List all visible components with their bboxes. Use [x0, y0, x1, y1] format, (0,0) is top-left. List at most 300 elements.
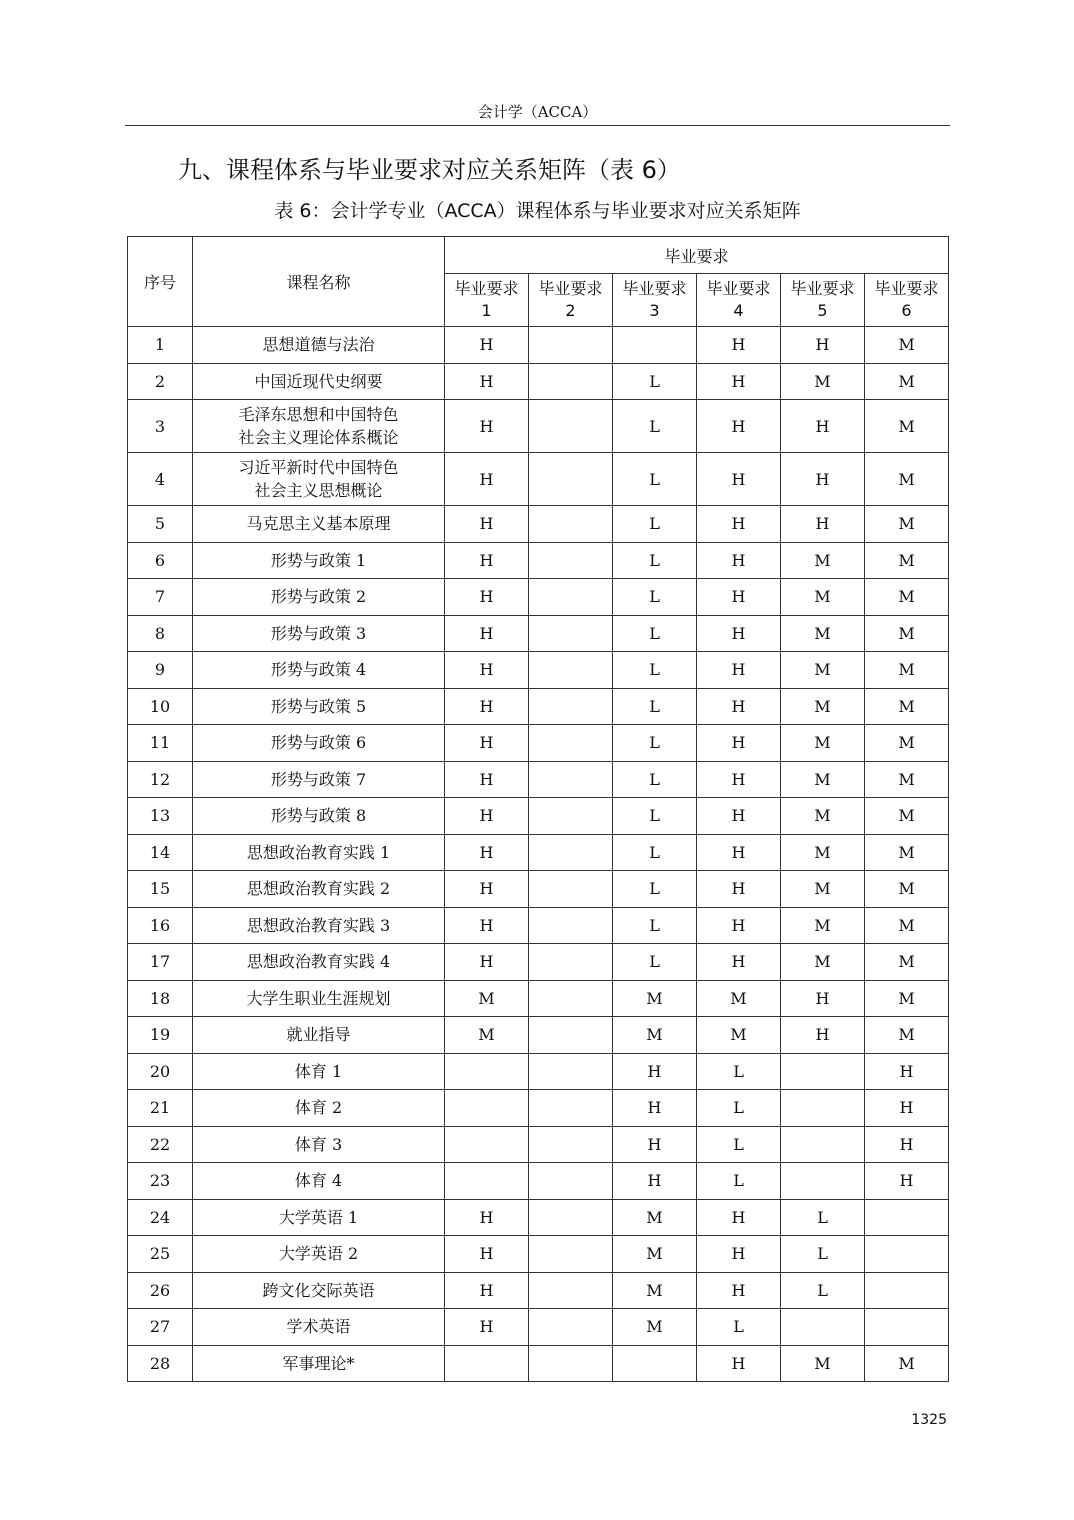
cell-requirement-2 [529, 327, 613, 364]
course-name-line: 体育 4 [294, 1171, 343, 1191]
cell-requirement-6: M [865, 871, 949, 908]
cell-requirement-4: H [697, 688, 781, 725]
requirement-number: 2 [565, 301, 576, 320]
cell-requirement-3: L [613, 615, 697, 652]
requirement-label: 毕业要求 [874, 279, 939, 298]
cell-requirement-2 [529, 1126, 613, 1163]
table-row [128, 363, 949, 400]
cell-course-name [193, 1236, 445, 1273]
requirements-matrix-table [127, 236, 949, 1382]
cell-requirement-4: L [697, 1309, 781, 1346]
cell-requirement-1: H [445, 907, 529, 944]
cell-requirement-4: H [697, 506, 781, 543]
cell-requirement-5: M [781, 834, 865, 871]
course-name-line: 马克思主义基本原理 [246, 514, 391, 534]
cell-requirement-6 [865, 1272, 949, 1309]
course-name-line: 军事理论* [282, 1353, 355, 1373]
course-name-line: 形势与政策 5 [270, 696, 367, 716]
cell-requirement-6: M [865, 453, 949, 506]
cell-requirement-6: H [865, 1053, 949, 1090]
header-requirement-4 [697, 274, 781, 327]
cell-requirement-3: L [613, 579, 697, 616]
cell-requirement-2 [529, 579, 613, 616]
cell-requirement-6: M [865, 761, 949, 798]
cell-requirement-3: L [613, 944, 697, 981]
cell-requirement-4: H [697, 615, 781, 652]
cell-requirement-3: L [613, 798, 697, 835]
table-row [128, 579, 949, 616]
cell-requirement-5: H [781, 400, 865, 453]
cell-requirement-5: M [781, 944, 865, 981]
section-title: 九、课程体系与毕业要求对应关系矩阵（表 6） [178, 156, 681, 184]
course-name-line: 大学生职业生涯规划 [246, 988, 391, 1008]
cell-requirement-6: M [865, 579, 949, 616]
cell-requirement-1 [445, 1345, 529, 1382]
cell-requirement-5: H [781, 1017, 865, 1054]
cell-course-name [193, 1053, 445, 1090]
cell-course-name [193, 363, 445, 400]
cell-requirement-5: M [781, 542, 865, 579]
cell-requirement-5: H [781, 506, 865, 543]
table-row [128, 907, 949, 944]
cell-requirement-1 [445, 1090, 529, 1127]
cell-requirement-1: H [445, 363, 529, 400]
cell-requirement-2 [529, 652, 613, 689]
cell-requirement-2 [529, 798, 613, 835]
cell-requirement-4: L [697, 1053, 781, 1090]
table-row [128, 1199, 949, 1236]
header-requirement-2 [529, 274, 613, 327]
table-row [128, 1090, 949, 1127]
cell-requirement-2 [529, 1163, 613, 1200]
cell-seq: 2 [128, 363, 193, 400]
table-row [128, 506, 949, 543]
cell-requirement-1 [445, 1053, 529, 1090]
requirement-number: 5 [817, 301, 828, 320]
cell-requirement-3: L [613, 871, 697, 908]
cell-requirement-1: M [445, 980, 529, 1017]
cell-requirement-5: L [781, 1236, 865, 1273]
running-header: 会计学（ACCA） [477, 103, 598, 121]
table-caption: 表 6：会计学专业（ACCA）课程体系与毕业要求对应关系矩阵 [274, 200, 801, 222]
cell-requirement-3: L [613, 453, 697, 506]
cell-requirement-4: H [697, 400, 781, 453]
cell-requirement-5: M [781, 1345, 865, 1382]
cell-requirement-3: L [613, 834, 697, 871]
cell-requirement-1: H [445, 615, 529, 652]
course-name-line: 思想政治教育实践 4 [246, 952, 391, 972]
cell-requirement-3: H [613, 1090, 697, 1127]
cell-course-name [193, 579, 445, 616]
course-name-line: 形势与政策 8 [270, 806, 367, 826]
cell-requirement-2 [529, 980, 613, 1017]
cell-requirement-6: M [865, 980, 949, 1017]
cell-requirement-3: M [613, 1199, 697, 1236]
cell-seq: 1 [128, 327, 193, 364]
header-rule [125, 125, 950, 126]
cell-requirement-5: M [781, 363, 865, 400]
cell-seq: 23 [128, 1163, 193, 1200]
cell-course-name [193, 1309, 445, 1346]
cell-requirement-1 [445, 1126, 529, 1163]
cell-course-name [193, 980, 445, 1017]
table-row [128, 944, 949, 981]
course-name-line: 大学英语 1 [278, 1207, 359, 1227]
cell-seq: 19 [128, 1017, 193, 1054]
cell-requirement-2 [529, 944, 613, 981]
cell-requirement-5: M [781, 871, 865, 908]
cell-seq: 25 [128, 1236, 193, 1273]
cell-requirement-1: H [445, 871, 529, 908]
cell-requirement-6: M [865, 542, 949, 579]
cell-requirement-5: M [781, 761, 865, 798]
matrix-body [128, 327, 949, 1382]
cell-requirement-2 [529, 761, 613, 798]
cell-seq: 7 [128, 579, 193, 616]
cell-course-name [193, 542, 445, 579]
cell-requirement-4: H [697, 1199, 781, 1236]
course-name-line: 体育 2 [294, 1098, 343, 1118]
course-name-line: 思想政治教育实践 1 [246, 842, 391, 862]
cell-seq: 13 [128, 798, 193, 835]
cell-requirement-4: H [697, 871, 781, 908]
cell-requirement-4: H [697, 327, 781, 364]
cell-requirement-3: L [613, 652, 697, 689]
table-row [128, 453, 949, 506]
cell-requirement-6: M [865, 1345, 949, 1382]
cell-requirement-1: H [445, 579, 529, 616]
cell-seq: 14 [128, 834, 193, 871]
cell-requirement-2 [529, 907, 613, 944]
table-row [128, 834, 949, 871]
cell-requirement-5: M [781, 798, 865, 835]
cell-requirement-3: L [613, 363, 697, 400]
cell-course-name [193, 327, 445, 364]
table-row [128, 798, 949, 835]
cell-requirement-1: M [445, 1017, 529, 1054]
cell-course-name [193, 400, 445, 453]
cell-requirement-4: H [697, 363, 781, 400]
requirement-number: 1 [481, 301, 492, 320]
cell-requirement-6: M [865, 400, 949, 453]
header-requirement-5 [781, 274, 865, 327]
cell-seq: 8 [128, 615, 193, 652]
cell-requirement-1: H [445, 761, 529, 798]
table-row [128, 725, 949, 762]
cell-requirement-2 [529, 1199, 613, 1236]
cell-requirement-5: M [781, 725, 865, 762]
cell-requirement-6: H [865, 1163, 949, 1200]
cell-seq: 21 [128, 1090, 193, 1127]
requirement-label: 毕业要求 [538, 279, 603, 298]
header-seq: 序号 [128, 237, 193, 327]
cell-requirement-1: H [445, 944, 529, 981]
cell-seq: 20 [128, 1053, 193, 1090]
cell-requirement-5: M [781, 907, 865, 944]
cell-requirement-2 [529, 1309, 613, 1346]
cell-seq: 17 [128, 944, 193, 981]
course-name-line: 思想政治教育实践 3 [246, 915, 391, 935]
requirement-number: 6 [901, 301, 912, 320]
cell-course-name [193, 907, 445, 944]
cell-requirement-5 [781, 1126, 865, 1163]
cell-requirement-1: H [445, 834, 529, 871]
header-requirement-1 [445, 274, 529, 327]
cell-seq: 22 [128, 1126, 193, 1163]
table-row [128, 542, 949, 579]
table-row [128, 615, 949, 652]
course-name-line: 体育 1 [294, 1061, 343, 1081]
course-name-line: 中国近现代史纲要 [254, 371, 383, 391]
cell-seq: 4 [128, 453, 193, 506]
requirement-number: 3 [649, 301, 660, 320]
course-name-line: 体育 3 [294, 1134, 343, 1154]
cell-requirement-3: L [613, 725, 697, 762]
cell-requirement-3: M [613, 1017, 697, 1054]
course-name-line: 思想道德与法治 [262, 335, 375, 355]
cell-course-name [193, 871, 445, 908]
cell-requirement-6: M [865, 615, 949, 652]
cell-requirement-2 [529, 1053, 613, 1090]
cell-requirement-4: H [697, 652, 781, 689]
cell-requirement-5: H [781, 453, 865, 506]
cell-requirement-6: M [865, 725, 949, 762]
cell-requirement-3: H [613, 1163, 697, 1200]
cell-requirement-2 [529, 400, 613, 453]
cell-requirement-6: M [865, 327, 949, 364]
cell-requirement-6 [865, 1236, 949, 1273]
cell-requirement-6: M [865, 798, 949, 835]
table-row [128, 1017, 949, 1054]
cell-requirement-5 [781, 1309, 865, 1346]
requirement-label: 毕业要求 [454, 279, 519, 298]
course-name-line: 跨文化交际英语 [262, 1280, 375, 1300]
cell-requirement-2 [529, 834, 613, 871]
cell-requirement-3: H [613, 1126, 697, 1163]
cell-course-name [193, 944, 445, 981]
cell-seq: 18 [128, 980, 193, 1017]
cell-requirement-2 [529, 542, 613, 579]
cell-requirement-3 [613, 327, 697, 364]
cell-requirement-1: H [445, 1236, 529, 1273]
cell-seq: 6 [128, 542, 193, 579]
course-name-line: 习近平新时代中国特色 [238, 458, 399, 477]
cell-requirement-4: H [697, 1236, 781, 1273]
course-name-line: 形势与政策 2 [270, 587, 367, 607]
cell-requirement-6: M [865, 652, 949, 689]
cell-requirement-3: M [613, 980, 697, 1017]
cell-seq: 16 [128, 907, 193, 944]
table-row [128, 688, 949, 725]
cell-seq: 3 [128, 400, 193, 453]
cell-course-name [193, 1163, 445, 1200]
cell-requirement-6: M [865, 363, 949, 400]
cell-course-name [193, 506, 445, 543]
cell-requirement-6: M [865, 834, 949, 871]
requirement-number: 4 [733, 301, 744, 320]
table-row [128, 1126, 949, 1163]
cell-course-name [193, 798, 445, 835]
cell-requirement-6: M [865, 1017, 949, 1054]
cell-seq: 5 [128, 506, 193, 543]
cell-requirement-3: M [613, 1272, 697, 1309]
cell-course-name [193, 1345, 445, 1382]
cell-requirement-4: L [697, 1163, 781, 1200]
course-name-line: 大学英语 2 [278, 1244, 359, 1264]
cell-seq: 9 [128, 652, 193, 689]
cell-requirement-3: L [613, 688, 697, 725]
cell-requirement-5 [781, 1053, 865, 1090]
cell-requirement-2 [529, 363, 613, 400]
cell-requirement-3: L [613, 506, 697, 543]
cell-requirement-4: H [697, 1345, 781, 1382]
cell-requirement-2 [529, 1236, 613, 1273]
table-row [128, 761, 949, 798]
table-row [128, 871, 949, 908]
course-name-line: 毛泽东思想和中国特色 [238, 405, 399, 424]
cell-seq: 10 [128, 688, 193, 725]
cell-course-name [193, 1090, 445, 1127]
cell-requirement-4: H [697, 798, 781, 835]
cell-course-name [193, 834, 445, 871]
cell-requirement-4: H [697, 725, 781, 762]
table-row [128, 652, 949, 689]
header-requirement-6 [865, 274, 949, 327]
cell-requirement-5: H [781, 980, 865, 1017]
cell-requirement-3: M [613, 1309, 697, 1346]
cell-requirement-2 [529, 725, 613, 762]
cell-requirement-1: H [445, 542, 529, 579]
header-course-name: 课程名称 [193, 237, 445, 327]
cell-requirement-5: M [781, 652, 865, 689]
cell-requirement-6 [865, 1199, 949, 1236]
cell-seq: 15 [128, 871, 193, 908]
cell-requirement-1: H [445, 400, 529, 453]
cell-requirement-2 [529, 506, 613, 543]
cell-seq: 27 [128, 1309, 193, 1346]
cell-requirement-4: L [697, 1126, 781, 1163]
cell-course-name [193, 453, 445, 506]
requirement-label: 毕业要求 [790, 279, 855, 298]
cell-seq: 12 [128, 761, 193, 798]
table-row [128, 1345, 949, 1382]
cell-course-name [193, 1272, 445, 1309]
cell-requirement-5 [781, 1090, 865, 1127]
header-requirement-3 [613, 274, 697, 327]
cell-requirement-6: M [865, 944, 949, 981]
cell-course-name [193, 725, 445, 762]
cell-requirement-4: H [697, 907, 781, 944]
cell-requirement-1: H [445, 798, 529, 835]
table-row [128, 1236, 949, 1273]
cell-requirement-2 [529, 615, 613, 652]
cell-requirement-2 [529, 1345, 613, 1382]
cell-seq: 28 [128, 1345, 193, 1382]
cell-requirement-4: M [697, 1017, 781, 1054]
cell-requirement-1: H [445, 506, 529, 543]
cell-requirement-1 [445, 1163, 529, 1200]
cell-requirement-6: M [865, 907, 949, 944]
cell-requirement-6 [865, 1309, 949, 1346]
cell-requirement-6: M [865, 688, 949, 725]
course-name-line: 形势与政策 6 [270, 733, 367, 753]
cell-requirement-6: H [865, 1090, 949, 1127]
cell-requirement-2 [529, 1017, 613, 1054]
cell-requirement-4: H [697, 453, 781, 506]
table-row [128, 400, 949, 453]
cell-requirement-5 [781, 1163, 865, 1200]
cell-requirement-3: M [613, 1236, 697, 1273]
course-name-line: 形势与政策 7 [270, 769, 367, 789]
cell-requirement-6: M [865, 506, 949, 543]
cell-course-name [193, 652, 445, 689]
cell-requirement-4: H [697, 761, 781, 798]
requirement-label: 毕业要求 [706, 279, 771, 298]
table-row [128, 327, 949, 364]
cell-course-name [193, 1199, 445, 1236]
cell-requirement-3: L [613, 761, 697, 798]
cell-requirement-5: M [781, 615, 865, 652]
course-name-line: 形势与政策 4 [270, 660, 367, 680]
cell-requirement-1: H [445, 327, 529, 364]
cell-seq: 11 [128, 725, 193, 762]
course-name-line: 形势与政策 1 [270, 550, 367, 570]
cell-requirement-2 [529, 688, 613, 725]
cell-course-name [193, 688, 445, 725]
cell-requirement-1: H [445, 1272, 529, 1309]
cell-requirement-2 [529, 1090, 613, 1127]
cell-requirement-5: L [781, 1199, 865, 1236]
cell-requirement-4: H [697, 834, 781, 871]
cell-requirement-2 [529, 1272, 613, 1309]
page-number: 1325 [911, 1412, 947, 1428]
cell-requirement-5: M [781, 579, 865, 616]
cell-requirement-4: M [697, 980, 781, 1017]
course-name-line: 学术英语 [286, 1317, 351, 1337]
cell-requirement-5: H [781, 327, 865, 364]
cell-requirement-2 [529, 453, 613, 506]
cell-requirement-4: H [697, 542, 781, 579]
course-name-line: 就业指导 [286, 1025, 351, 1045]
cell-requirement-3: L [613, 542, 697, 579]
cell-course-name [193, 1017, 445, 1054]
cell-requirement-4: H [697, 944, 781, 981]
header-graduation-requirements: 毕业要求 [445, 237, 949, 274]
table-row [128, 1163, 949, 1200]
table-row [128, 980, 949, 1017]
cell-course-name [193, 761, 445, 798]
course-name-line: 思想政治教育实践 2 [246, 879, 391, 899]
cell-course-name [193, 615, 445, 652]
course-name-line: 形势与政策 3 [270, 623, 367, 643]
cell-requirement-5: L [781, 1272, 865, 1309]
cell-seq: 24 [128, 1199, 193, 1236]
cell-requirement-3: H [613, 1053, 697, 1090]
cell-requirement-4: L [697, 1090, 781, 1127]
cell-seq: 26 [128, 1272, 193, 1309]
table-row [128, 1309, 949, 1346]
cell-requirement-4: H [697, 579, 781, 616]
requirement-label: 毕业要求 [622, 279, 687, 298]
cell-requirement-3: L [613, 400, 697, 453]
course-name-line: 社会主义思想概论 [254, 481, 383, 500]
cell-requirement-3: L [613, 907, 697, 944]
cell-requirement-6: H [865, 1126, 949, 1163]
cell-requirement-2 [529, 871, 613, 908]
cell-requirement-1: H [445, 1199, 529, 1236]
table-row [128, 1272, 949, 1309]
cell-requirement-5: M [781, 688, 865, 725]
